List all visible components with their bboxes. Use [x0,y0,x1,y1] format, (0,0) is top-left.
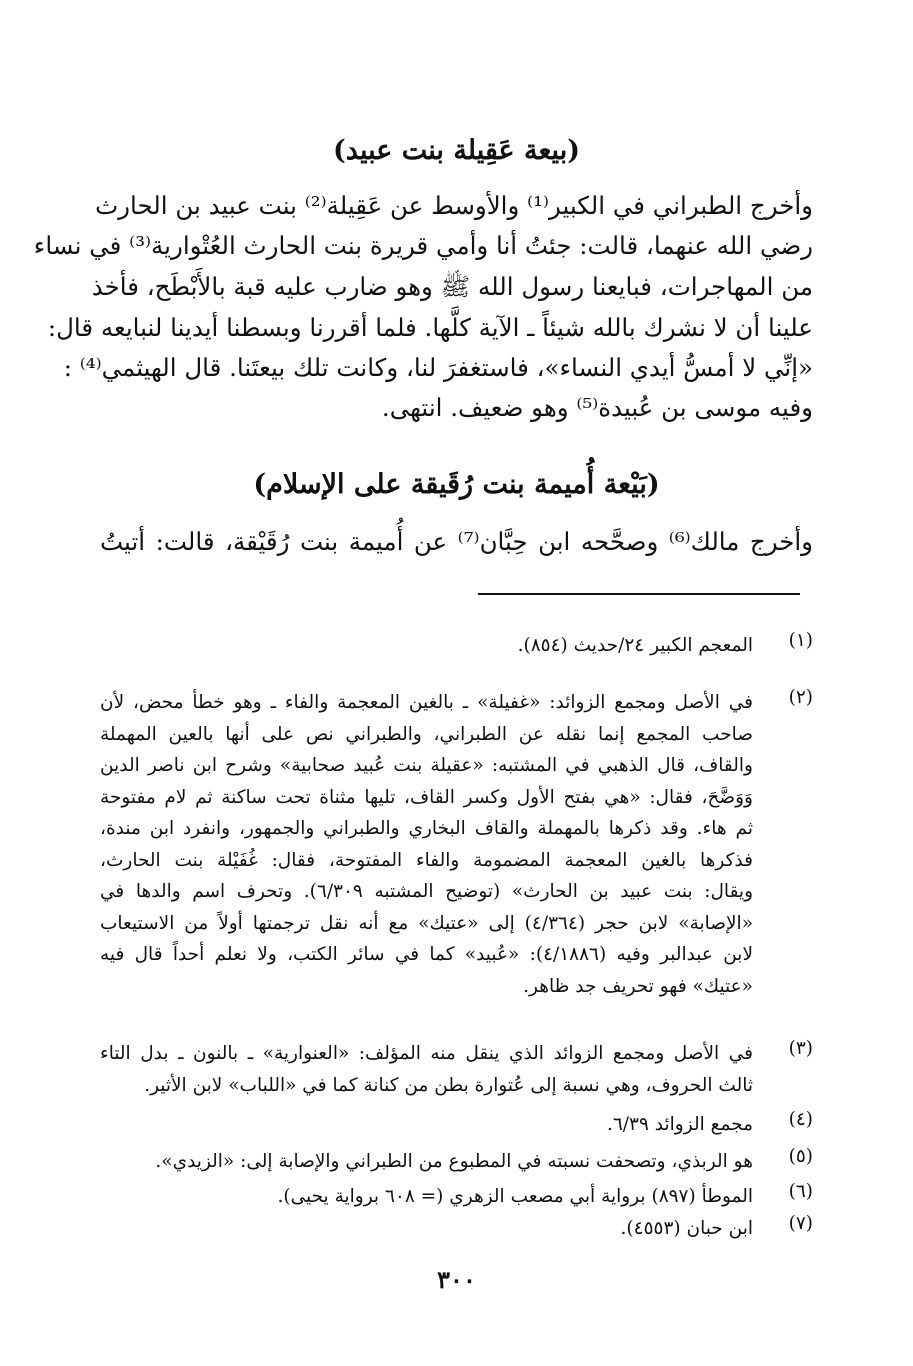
footnote-line: وَوَضَّحَ، فقال: «هي بفتح الأول وكسر القاف، تليها مثناة تحت ساكنة ثم لام مفتوحة [100,786,753,808]
footnote-line: الموطأ (٨٩٧) برواية أبي مصعب الزهري (= ٦٠٨ برواية يحيى). [277,1186,753,1207]
footnote-line: «عتيك» فهو تحريف جد ظاهر. [523,975,753,997]
footnote-line: فذكرها بالغين المعجمة المضمومة والفاء المفتوحة، فقال: غُفَيْلة بنت الحارث، [100,849,753,871]
paragraph-line: رضي الله عنهما، قالت: جئتُ أنا وأمي قريرة بنت الحارث العُتْوارية⁽³⁾ في نساء [33,231,813,260]
footnote-number: (٦) [788,1181,813,1202]
paragraph-line: من المهاجرات، فبايعنا رسول الله ﷺ وهو ضارب عليه قبة بالأَبْطَح، فأخذ [91,272,813,301]
paragraph-line: وأخرج مالك⁽⁶⁾ وصحَّحه ابن حِبَّان⁽⁷⁾ عن أُميمة بنت رُقَيْقة، قالت: أتيتُ [100,527,814,556]
footnote-line: لابن عبدالبر وفيه (٤/١٨٨٦): «عُبيد» كما في سائر الكتب، ولا نعلم أحداً قال فيه [100,944,753,965]
page-number: ٣٠٠ [437,1265,476,1294]
footnote-number: (٥) [788,1146,813,1167]
footnote-number: (٢) [788,687,813,708]
footnote-line: «الإصابة» لابن حجر (٤/٣٦٤) إلى «عتيك» مع أنه نقل ترجمتها أولاً من الاستيعاب [100,912,754,934]
footnote-line: والقاف، قال الذهبي في المشتبه: «عقيلة بنت عُبيد صحابية» وشرح ابن ناصر الدين [100,755,753,776]
footnote-number: (٤) [788,1109,813,1130]
footnote-separator [478,593,800,595]
footnote-number: (١) [788,630,813,651]
footnote-line: ابن حبان (٤٥٥٣). [620,1218,753,1239]
footnote-number: (٧) [788,1213,813,1234]
footnote-line: هو الربذي، وتصحفت نسبته في المطبوع من الطبراني والإصابة إلى: «الزيدي». [155,1151,753,1172]
footnote-line: المعجم الكبير ٢٤/حديث (٨٥٤). [517,635,753,656]
section-heading-umayma: (بَيْعة أُميمة بنت رُقَيقة على الإسلام) [253,469,660,500]
footnote-line: مجمع الزوائد ٦/٣٩. [606,1114,753,1135]
footnote-line: ويقال: بنت عبيد بن الحارث» (توضيح المشتبه ٦/٣٠٩). وتحرف اسم والدها في [100,881,754,902]
footnote-line: صاحب المجمع إنما نقله عن الطبراني، والطبراني نص على أنها بالعين المهملة [100,723,753,745]
paragraph-line: «إنِّي لا أمسُّ أيدي النساء»، فاستغفرَ لنا، وكانت تلك بيعتَنا. قال الهيثمي⁽⁴⁾ : [63,353,813,382]
footnote-line: ثالث الحروف، وهي نسبة إلى عُتوارة بطن من كنانة كما في «اللباب» لابن الأثير. [144,1074,753,1096]
footnote-number: (٣) [788,1038,813,1059]
footnote-line: في الأصل ومجمع الزوائد الذي ينقل منه المؤلف: «العنوارية» ـ بالنون ـ بدل التاء [100,1043,753,1064]
paragraph-line: علينا أن لا نشرك بالله شيئاً ـ الآية كلَّها. فلما أقررنا وبسطنا أيدينا لنبايعه قال: [47,313,813,342]
footnote-line: في الأصل ومجمع الزوائد: «غفيلة» ـ بالغين المعجمة والفاء ـ وهو خطأ محض، لأن [100,692,753,713]
section-heading-aqila: (بيعة عَقِيلة بنت عبيد) [333,135,580,166]
paragraph-line: وفيه موسى بن عُبيدة⁽⁵⁾ وهو ضعيف. انتهى. [381,393,813,422]
footnote-line: ثم هاء. وقد ذكرها بالمهملة والقاف البخاري والطبراني والجمهور، وانفرد ابن مندة، [100,818,753,839]
paragraph-line: وأخرج الطبراني في الكبير⁽¹⁾ والأوسط عن عَقِيلة⁽²⁾ بنت عبيد بن الحارث [95,191,813,220]
